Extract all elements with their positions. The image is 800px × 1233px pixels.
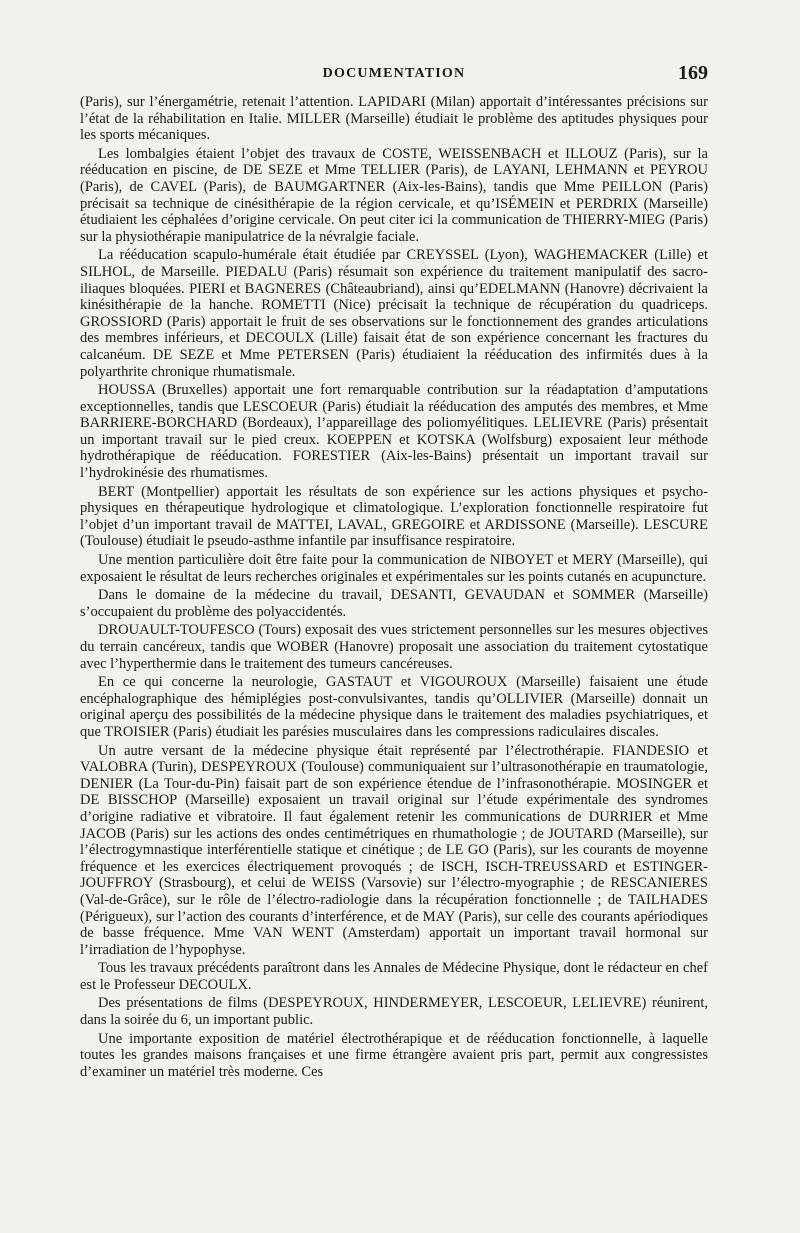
paragraph: Tous les travaux précédents paraîtront dans les Annales de Médecine Physique, dont le rédacteur en chef est le Professeur DECOULX. bbox=[80, 960, 708, 993]
body-text bbox=[80, 94, 708, 1082]
paragraph: Les lombalgies étaient l’objet des travaux de COSTE, WEISSENBACH et ILLOUZ (Paris), sur la rééducation en piscine, de DE SEZE et Mme TELLIER (Paris), de LAYANI, LEHMANN et PEYROU (Paris), de CAVEL (Paris), de BAUMGARTNER (Aix-les-Bains), tandis que Mme PEILLON (Paris) précisait sa technique de cinésithérapie de la région cervicale, et qu’ISÉMEIN et PERDRIX (Marseille) étudiaient les céphalées d’origine cervicale. On peut citer ici la communication de THIERRY-MIEG (Paris) sur la physiothérapie manipulatrice de la névralgie faciale. bbox=[80, 145, 708, 245]
paragraph: BERT (Montpellier) apportait les résultats de son expérience sur les actions physiques et psycho-physiques en thérapeutique hydrologique et climatologique. L’exploration fonctionnelle respiratoire fut l’objet d’un important travail de MATTEI, LAVAL, GREGOIRE et ARDISSONE (Marseille). LESCURE (Toulouse) étudiait le pseudo-asthme infantile par insuffisance respiratoire. bbox=[80, 483, 708, 550]
paragraph: DROUAULT-TOUFESCO (Tours) exposait des vues strictement personnelles sur les mesures objectives du terrain cancéreux, tandis que WOBER (Hanovre) proposait une association du traitement cytostatique avec l’hyperthermie dans le traitement des tumeurs cancéreuses. bbox=[80, 622, 708, 672]
paragraph: Une importante exposition de matériel électrothérapique et de rééducation fonctionnelle, à laquelle toutes les grandes maisons françaises et une firme étrangère avaient pris part, permit aux congressistes d’examiner un matériel très moderne. Ces bbox=[80, 1030, 708, 1080]
running-title: DOCUMENTATION bbox=[322, 66, 466, 81]
paragraph: (Paris), sur l’énergamétrie, retenait l’attention. LAPIDARI (Milan) apportait d’intéressantes précisions sur l’état de la réhabilitation en Italie. MILLER (Marseille) étudiait le problème des aptitudes physiques pour les sports mécaniques. bbox=[80, 94, 708, 144]
paragraph: Des présentations de films (DESPEYROUX, HINDERMEYER, LESCOEUR, LELIEVRE) réunirent, dans la soirée du 6, un important public. bbox=[80, 995, 708, 1029]
page-number: 169 bbox=[678, 62, 708, 84]
paragraph: Un autre versant de la médecine physique était représenté par l’électrothérapie. FIANDESIO et VALOBRA (Turin), DESPEYROUX (Toulouse) communiquaient sur l’ultrasonothérapie en traumatologie, DENIER (La Tour-du-Pin) faisait part de son expérience étendue de l’infrasonothérapie. MOSINGER et DE BISSCHOP (Marseille) exposaient un travail original sur l’étude expérimentale des syndromes d’origine radiative et vibratoire. Il faut également retenir les communications de DURRIER et Mme JACOB (Paris) sur les actions des ondes centimétriques en rhumathologie ; de JOUTARD (Marseille), sur l’électrogymnastique interférentielle statique et cinétique ; de LE GO (Paris), sur les courants de moyenne fréquence et les exercices électriquement provoqués ; de ISCH, ISCH-TREUSSARD et ESTINGER-JOUFFROY (Strasbourg), et celui de WEISS (Varsovie) sur l’électro-myographie ; de RESCANIERES (Val-de-Grâce), sur le rôle de l’électro-radiologie dans la récupération fonctionnelle ; de TAILHADES (Périgueux), sur l’action des courants d’interférence, et de MAY (Paris), sur celle des courants apériodiques de basse fréquence. Mme VAN WENT (Amsterdam) apportait un important travail hormonal sur l’irradiation de l’hypophyse. bbox=[80, 742, 708, 958]
paragraph: HOUSSA (Bruxelles) apportait une fort remarquable contribution sur la réadaptation d’amputations exceptionnelles, tandis que LESCOEUR (Paris) étudiait la rééducation des amputés des membres, et Mme BARRIERE-BORCHARD (Bordeaux), l’appareillage des poliomyélitiques. LELIEVRE (Paris) présentait un important travail sur le pied creux. KOEPPEN et KOTSKA (Wolfsburg) exposaient leur méthode hydrothérapique de rééducation. FORESTIER (Aix-les-Bains) présentait un important travail sur l’hydrokinésie des rhumatismes. bbox=[80, 382, 708, 482]
page-header bbox=[80, 62, 708, 86]
paragraph: Une mention particulière doit être faite pour la communication de NIBOYET et MERY (Marseille), qui exposaient le résultat de leurs recherches originales et expérimentales sur les points cutanés en acupuncture. bbox=[80, 552, 708, 585]
paragraph: La rééducation scapulo-humérale était étudiée par CREYSSEL (Lyon), WAGHEMACKER (Lille) et SILHOL, de Marseille. PIEDALU (Paris) résumait son expérience du traitement manipulatif des sacro-iliaques bloquées. PIERI et BAGNERES (Châteaubriand), ainsi qu’EDELMANN (Hanovre) décrivaient la kinésithérapie de la hanche. ROMETTI (Nice) précisait la technique de récupération du quadriceps. GROSSIORD (Paris) apportait le fruit de ses observations sur le fonctionnement des grandes articulations des membres inférieurs, et DECOULX (Lille) faisait état de son expérience concernant les fractures du calcanéum. DE SEZE et Mme PETERSEN (Paris) étudiaient la rééducation des infirmités dues à la polyarthrite chronique rhumatismale. bbox=[80, 247, 708, 380]
paragraph: En ce qui concerne la neurologie, GASTAUT et VIGOUROUX (Marseille) faisaient une étude encéphalographique des hémiplégies post-convulsivantes, tandis qu’OLLIVIER (Marseille) donnait un original aperçu des possibilités de la médecine physique dans le traitement des maladies psychiatriques, et que TROISIER (Paris) étudiait les parésies musculaires dans les compressions radiculaires discales. bbox=[80, 674, 708, 740]
paragraph: Dans le domaine de la médecine du travail, DESANTI, GEVAUDAN et SOMMER (Marseille) s’occupaient du problème des polyaccidentés. bbox=[80, 587, 708, 620]
